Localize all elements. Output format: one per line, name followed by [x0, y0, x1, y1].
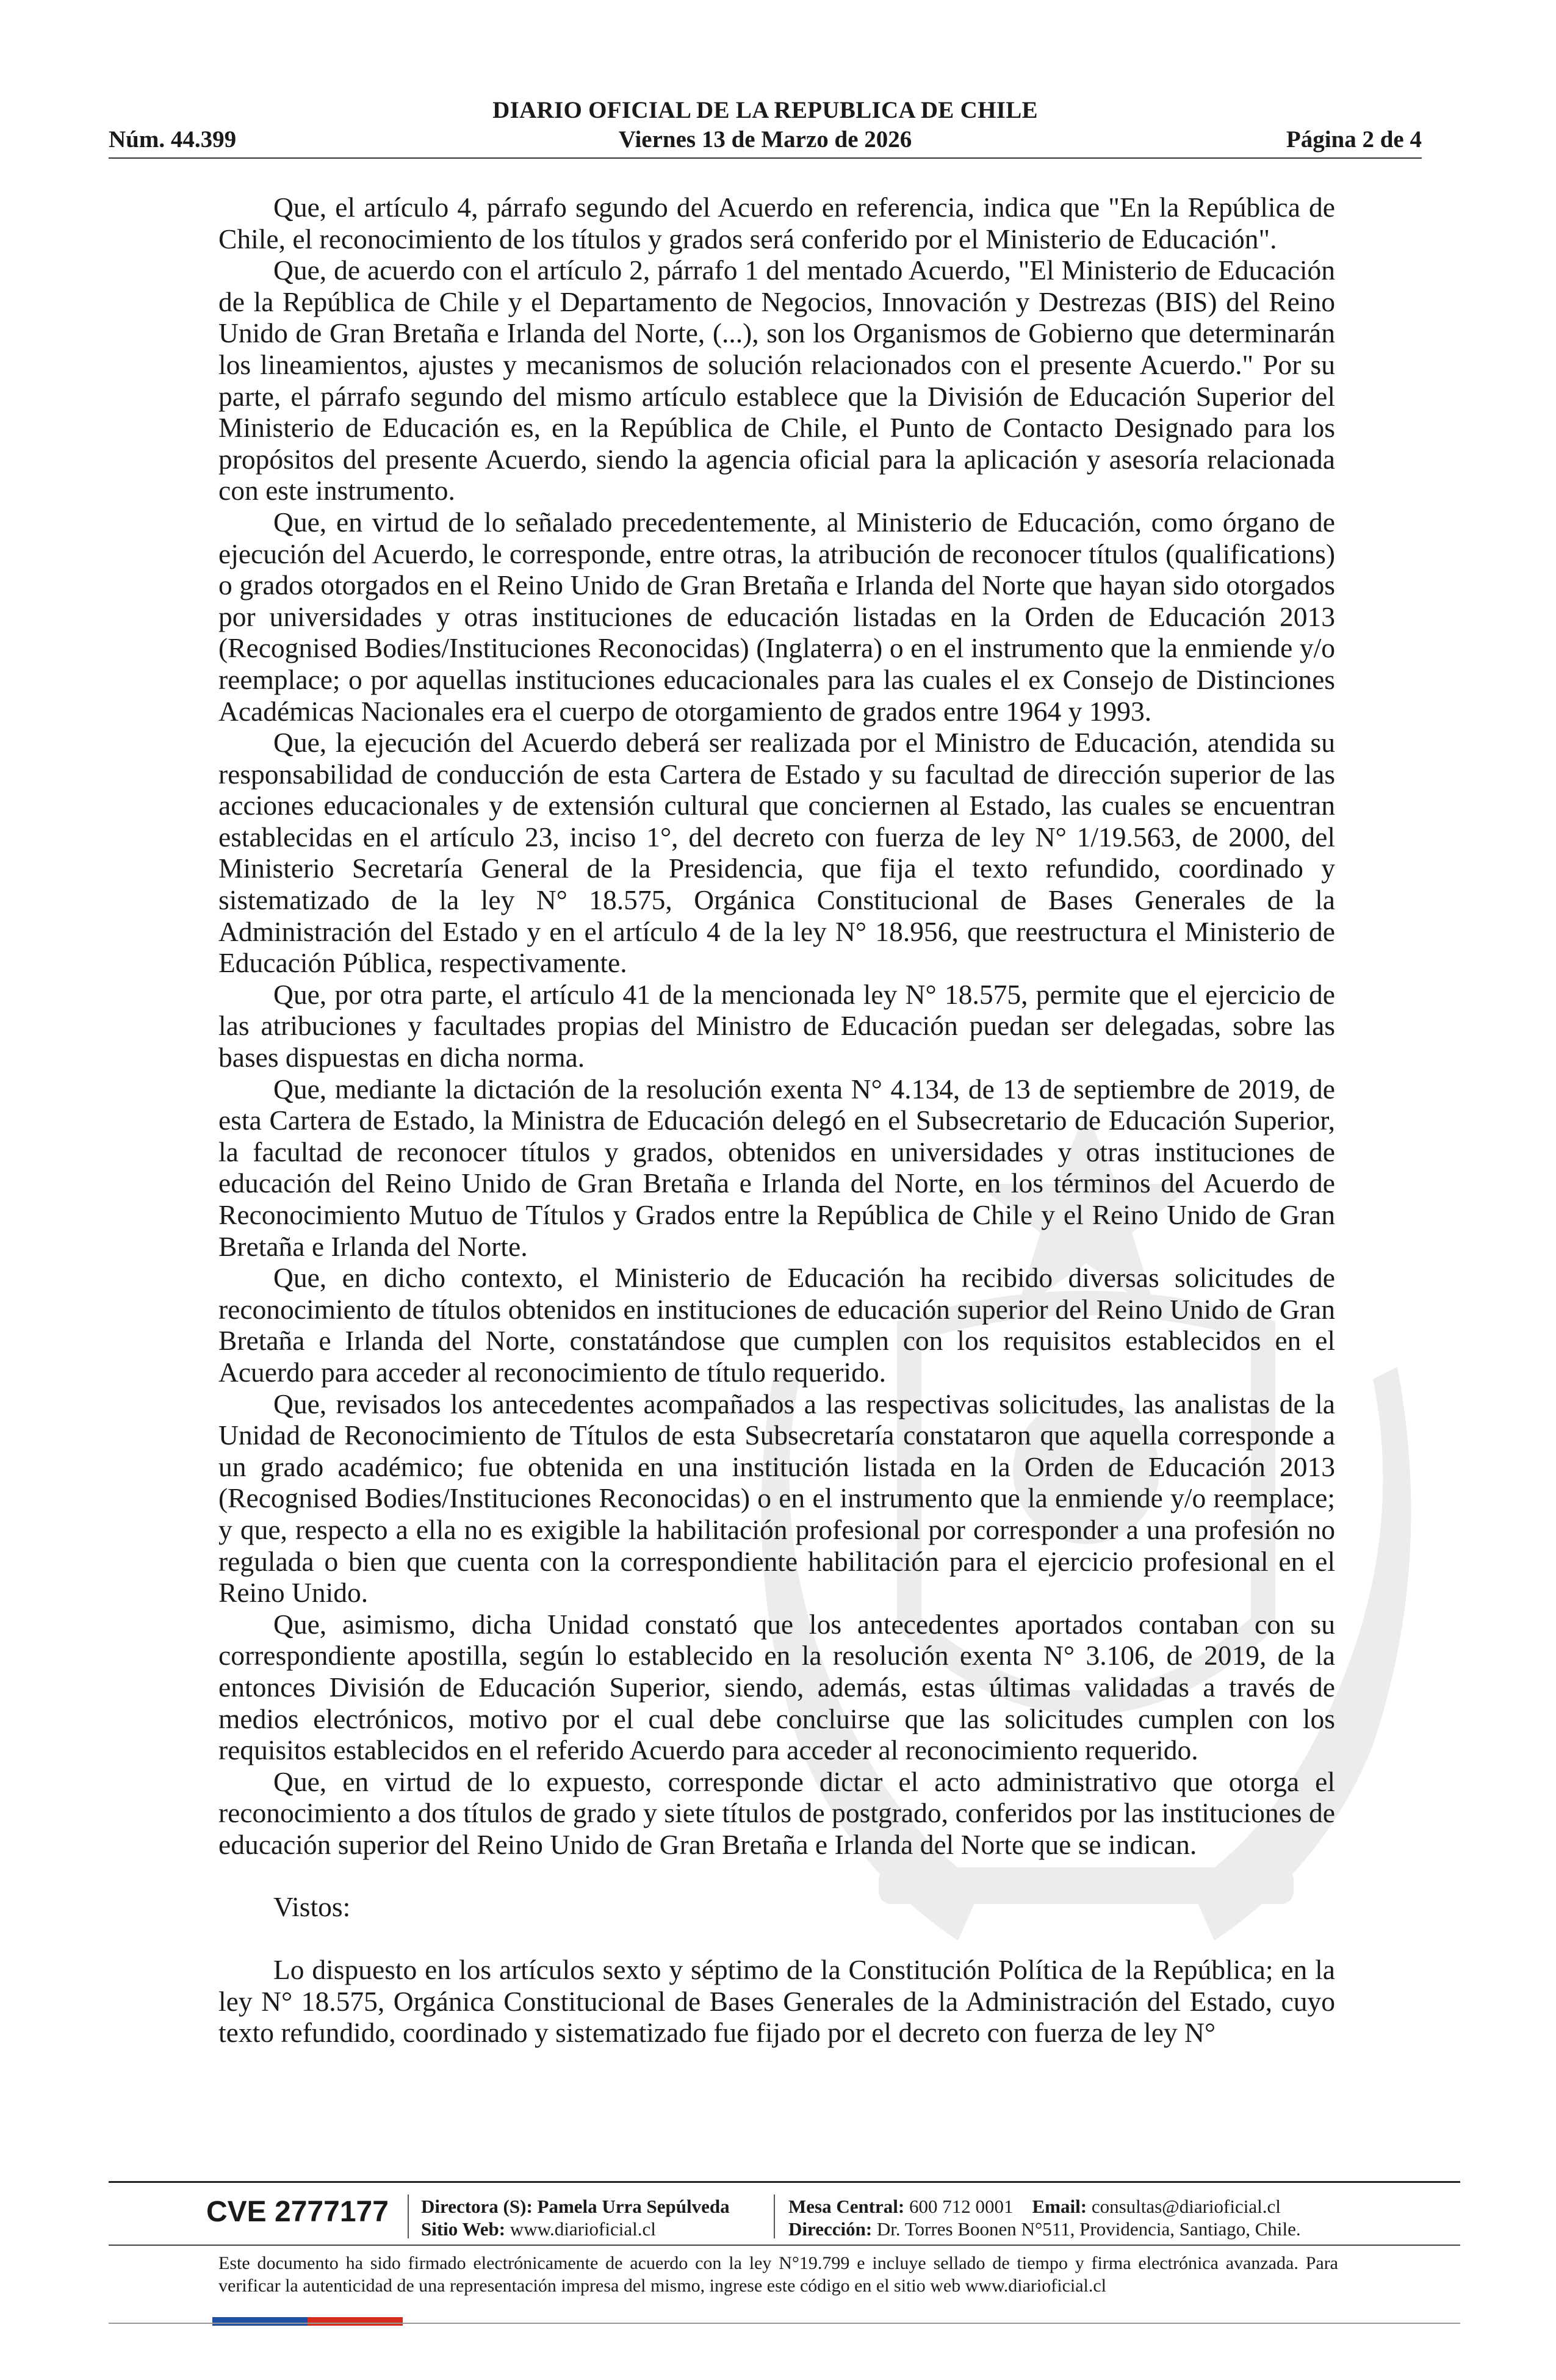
page-indicator: Página 2 de 4	[1286, 126, 1422, 153]
paragraph: Que, en dicho contexto, el Ministerio de Educación ha recibido diversas solicitudes de reconocimiento de títulos obtenidos en instituciones de educación superior del Reino Unido de Gran Bretaña e Irlanda del Norte, constatándose que cumplen con los requisitos establecidos en el Acuerdo para acceder al reconocimiento de título requerido.	[218, 1262, 1335, 1388]
address-value: Dr. Torres Boonen N°511, Providencia, Santiago, Chile.	[876, 2218, 1301, 2240]
footer-separator	[408, 2194, 409, 2238]
cve-code: CVE 2777177	[206, 2196, 389, 2228]
footer-divider	[109, 2245, 1460, 2246]
paragraph: Que, la ejecución del Acuerdo deberá ser realizada por el Ministro de Educación, atendida su responsabilidad de conducción de esta Cartera de Estado y su facultad de dirección superior de las acciones educacionales y de extensión cultural que conciernen al Estado, las cuales se encuentran establecidas en el artículo 23, inciso 1°, del decreto con fuerza de ley N° 1/19.563, de 2000, del Ministerio Secretaría General de la Presidencia, que fija el texto refundido, coordinado y sistematizado de la ley N° 18.575, Orgánica Constitucional de Bases Generales de la Administración del Estado y en el artículo 4 de la ley N° 18.956, que reestructura el Ministerio de Educación Pública, respectivamente.	[218, 727, 1335, 979]
email-label: Email:	[1032, 2196, 1087, 2217]
paragraph: Que, asimismo, dicha Unidad constató que los antecedentes aportados contaban con su correspondiente apostilla, según lo establecido en la resolución exenta N° 3.106, de 2019, de la entonces División de Educación Superior, siendo, además, estas últimas validadas a través de medios electrónicos, motivo por el cual debe concluirse que las solicitudes cumplen con los requisitos establecidos en el referido Acuerdo para acceder al reconocimiento requerido.	[218, 1608, 1335, 1766]
footer-divider	[109, 2181, 1460, 2183]
director-name: Pamela Urra Sepúlveda	[537, 2196, 730, 2217]
footer-bottom-line	[109, 2323, 1460, 2324]
website-label: Sitio Web:	[421, 2218, 506, 2240]
phone-label: Mesa Central:	[788, 2196, 905, 2217]
page-header	[109, 92, 1422, 159]
document-body	[218, 192, 1335, 2049]
email-link[interactable]: consultas@diarioficial.cl	[1091, 2196, 1281, 2217]
address-label: Dirección:	[788, 2218, 873, 2240]
newspaper-title: DIARIO OFICIAL DE LA REPUBLICA DE CHILE	[492, 97, 1038, 123]
issue-number: Núm. 44.399	[109, 126, 237, 153]
flag-stripe	[212, 2317, 403, 2326]
header-divider	[109, 157, 1422, 159]
website-link[interactable]: www.diarioficial.cl	[510, 2218, 656, 2240]
paragraph: Que, el artículo 4, párrafo segundo del Acuerdo en referencia, indica que "En la República de Chile, el reconocimiento de los títulos y grados será conferido por el Ministerio de Educación".	[218, 192, 1335, 254]
footer-separator	[774, 2194, 775, 2238]
phone-value: 600 712 0001	[909, 2196, 1014, 2217]
flag-blue-segment	[212, 2317, 308, 2326]
paragraph: Que, en virtud de lo señalado precedentemente, al Ministerio de Educación, como órgano de ejecución del Acuerdo, le corresponde, entre otras, la atribución de reconocer títulos (qualifications) o grados otorgados en el Reino Unido de Gran Bretaña e Irlanda del Norte que hayan sido otorgados por universidades y otras instituciones de educación listadas en la Orden de Educación 2013 (Recognised Bodies/Instituciones Reconocidas) (Inglaterra) o en el instrumento que la enmiende y/o reemplace; o por aquellas instituciones educacionales para las cuales el ex Consejo de Distinciones Académicas Nacionales era el cuerpo de otorgamiento de grados entre 1964 y 1993.	[218, 506, 1335, 727]
director-label: Directora (S):	[421, 2196, 533, 2217]
paragraph: Que, revisados los antecedentes acompañados a las respectivas solicitudes, las analistas de la Unidad de Reconocimiento de Títulos de esta Subsecretaría constataron que aquella corresponde a un grado académico; fue obtenida en una institución listada en la Orden de Educación 2013 (Recognised Bodies/Instituciones Reconocidas) o en el instrumento que la enmiende y/o reemplace; y que, respecto a ella no es exigible la habilitación profesional por corresponder a una profesión no regulada o bien que cuenta con la correspondiente habilitación para el ejercicio profesional en el Reino Unido.	[218, 1388, 1335, 1609]
vistos-paragraph: Lo dispuesto en los artículos sexto y séptimo de la Constitución Política de la República; en la ley N° 18.575, Orgánica Constitucional de Bases Generales de la Administración del Estado, cuyo texto refundido, coordinado y sistematizado fue fijado por el decreto con fuerza de ley N°	[218, 1954, 1335, 2049]
footer-contact-right	[788, 2195, 1301, 2240]
paragraph: Que, en virtud de lo expuesto, corresponde dictar el acto administrativo que otorga el reconocimiento a dos títulos de grado y siete títulos de postgrado, conferidos por las instituciones de educación superior del Reino Unido de Gran Bretaña e Irlanda del Norte que se indican.	[218, 1765, 1335, 1860]
paragraph: Que, de acuerdo con el artículo 2, párrafo 1 del mentado Acuerdo, "El Ministerio de Educación de la República de Chile y el Departamento de Negocios, Innovación y Destrezas (BIS) del Reino Unido de Gran Bretaña e Irlanda del Norte, (...), son los Organismos de Gobierno que determinarán los lineamientos, ajustes y mecanismos de solución relacionados con el presente Acuerdo." Por su parte, el párrafo segundo del mismo artículo establece que la División de Educación Superior del Ministerio de Educación es, en la República de Chile, el Punto de Contacto Designado para los propósitos del presente Acuerdo, siendo la agencia oficial para la aplicación y asesoría relacionada con este instrumento.	[218, 254, 1335, 507]
footer-contact-left	[421, 2195, 730, 2240]
legal-notice: Este documento ha sido firmado electrónicamente de acuerdo con la ley N°19.799 e incluye sellado de tiempo y firma electrónica avanzada. Para verificar la autenticidad de una representación impresa del mismo, ingrese este código en el sitio web www.diarioficial.cl	[218, 2253, 1338, 2296]
paragraph: Que, mediante la dictación de la resolución exenta N° 4.134, de 13 de septiembre de 2019, de esta Cartera de Estado, la Ministra de Educación delegó en el Subsecretario de Educación Superior, la facultad de reconocer títulos y grados, obtenidos en universidades y otras instituciones de educación del Reino Unido de Gran Bretaña e Irlanda del Norte, en los términos del Acuerdo de Reconocimiento Mutuo de Títulos y Grados entre la República de Chile y el Reino Unido de Gran Bretaña e Irlanda del Norte.	[218, 1073, 1335, 1262]
issue-date: Viernes 13 de Marzo de 2026	[618, 126, 912, 153]
vistos-heading: Vistos:	[273, 1891, 351, 1923]
paragraph: Que, por otra parte, el artículo 41 de la mencionada ley N° 18.575, permite que el ejercicio de las atribuciones y facultades propias del Ministro de Educación puedan ser delegadas, sobre las bases dispuestas en dicha norma.	[218, 978, 1335, 1073]
flag-red-segment	[308, 2317, 403, 2326]
